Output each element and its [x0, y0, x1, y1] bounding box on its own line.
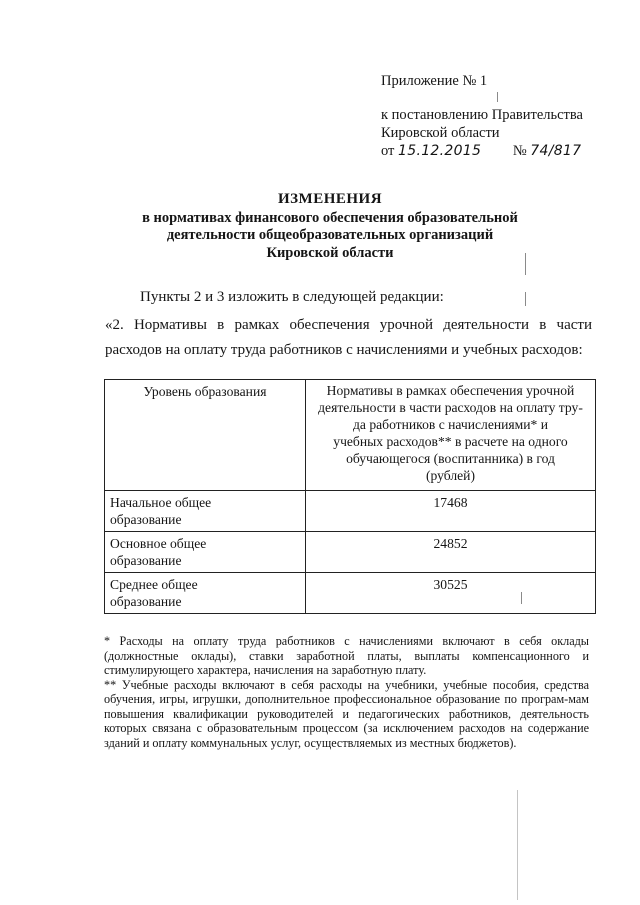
heading-line-3: Кировской области: [266, 244, 394, 261]
footnote-2: ** Учебные расходы включают в себя расходы на учебники, учебные пособия, средства обучения, игры, игрушки, дополнительное профессиональное образование по програм-мам повышения квалификации руководителей и педагогических работников, деятельность которых связана с образовательным процессом (за исключением расходов на содержание зданий и оплату коммунальных услуг, осуществляемых из местных бюджетов).: [104, 677, 589, 750]
number-prefix: №: [512, 143, 527, 159]
scan-artifact: [521, 592, 522, 604]
appendix-title: Приложение № 1: [381, 73, 488, 89]
item-2-line-2: расходов на оплату труда работников с начислениями и учебных расходов:: [105, 342, 583, 358]
appendix-line-region: Кировской области: [381, 125, 500, 141]
footnotes: [104, 634, 589, 750]
value-cell: 24852: [306, 532, 596, 573]
level-cell: Начальное общее образование: [105, 491, 306, 532]
date-prefix: от: [381, 143, 395, 159]
heading-title: ИЗМЕНЕНИЯ: [277, 191, 383, 207]
header-level: Уровень образования: [105, 380, 306, 491]
document-heading: [100, 191, 560, 262]
level-cell: Основное общее образование: [105, 532, 306, 573]
scan-artifact: [497, 92, 498, 102]
value-cell: 30525: [306, 573, 596, 614]
norms-table: [104, 379, 596, 614]
table-row: [105, 532, 596, 573]
scan-artifact: [525, 292, 526, 306]
level-cell: Среднее общее образование: [105, 573, 306, 614]
item-2-line-1: «2. Нормативы в рамках обеспечения урочной деятельности в части: [105, 317, 592, 333]
footnote-1: * Расходы на оплату труда работников с начислениями включают в себя оклады (должностные оклады), ставки заработной платы, выплаты компенсационного и стимулирующего характера, начисления на заработную плату.: [104, 634, 589, 677]
table-row: [105, 491, 596, 532]
appendix-block: [381, 72, 611, 160]
heading-line-2: деятельности общеобразовательных организаций: [166, 227, 494, 243]
heading-line-1: в нормативах финансового обеспечения образовательной: [142, 209, 518, 226]
appendix-line-decree: к постановлению Правительства: [381, 107, 583, 123]
scan-artifact: [525, 253, 526, 275]
header-norm: Нормативы в рамках обеспечения урочной деятельности в части расходов на оплату тру- да работников с начислениями* и учебных расходов** в расчете на одного обучающегося (воспитанника) в год (рублей): [306, 380, 596, 491]
appendix-date-line: [381, 142, 611, 160]
scan-artifact: [517, 790, 518, 900]
handwritten-number: 74/817: [530, 143, 582, 159]
intro-paragraph: Пункты 2 и 3 изложить в следующей редакции:: [140, 289, 444, 305]
handwritten-date: 15.12.2015: [398, 143, 482, 159]
value-cell: 17468: [306, 491, 596, 532]
table-header-row: [105, 380, 596, 491]
